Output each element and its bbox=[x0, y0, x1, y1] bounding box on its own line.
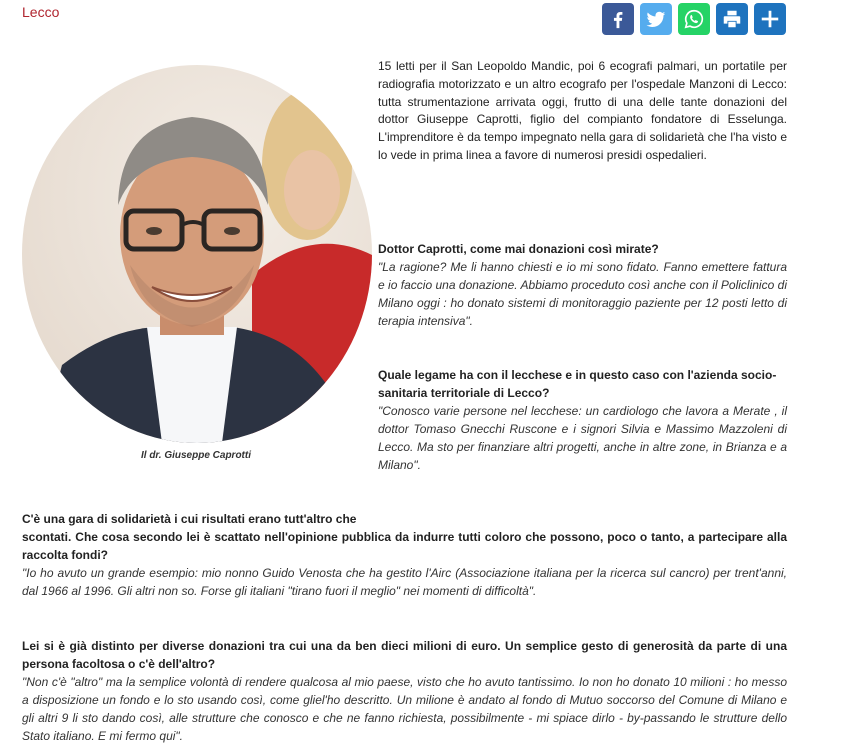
question-3-line1: C'è una gara di solidarietà i cui risultati erano tutt'altro che bbox=[22, 512, 357, 526]
facebook-icon bbox=[607, 8, 629, 30]
question-4: Lei si è già distinto per diverse donazioni tra cui una da ben dieci milioni di euro. Un semplice gesto di generosità da parte di una persona facoltosa o c'è dell'altro? bbox=[22, 639, 787, 671]
portrait-image bbox=[22, 65, 372, 443]
answer-3: "Io ho avuto un grande esempio: mio nonno Guido Venosta che ha gestito l'Airc (Associazione italiana per la ricerca sul cancro) per trent'anni, dal 1966 al 1996. Gli altri non so. Forse gli italiani "tirano fuori il meglio" nei momenti di difficoltà". bbox=[22, 566, 787, 598]
question-1: Dottor Caprotti, come mai donazioni così mirate? bbox=[378, 242, 659, 256]
qa-block-1 bbox=[378, 240, 787, 330]
article-intro: 15 letti per il San Leopoldo Mandic, poi 6 ecografi palmari, un portatile per radiografia motorizzato e un altro ecografo per l'ospedale Manzoni di Lecco: tutta strumentazione arrivata oggi, frutto di una delle tante donazioni del dottor Giuseppe Caprotti, figlio del compianto fondatore di Esselunga. L'imprenditore è da tempo impegnato nella gara di solidarietà che l'ha visto e lo vede in prima linea a favore di numerosi presidi ospedalieri. bbox=[378, 59, 787, 162]
qa-block-3 bbox=[22, 510, 787, 600]
photo-caption: Il dr. Giuseppe Caprotti bbox=[140, 450, 251, 461]
question-2: Quale legame ha con il lecchese e in questo caso con l'azienda socio-sanitaria territoriale di Lecco? bbox=[378, 368, 777, 400]
qa-block-2 bbox=[378, 366, 787, 474]
more-share-button[interactable] bbox=[754, 3, 786, 35]
print-icon bbox=[721, 8, 743, 30]
whatsapp-icon bbox=[683, 8, 705, 30]
portrait-photo bbox=[22, 65, 372, 443]
plus-icon bbox=[759, 8, 781, 30]
twitter-share-button[interactable] bbox=[640, 3, 672, 35]
portrait-figure bbox=[22, 65, 372, 461]
answer-2: "Conosco varie persone nel lecchese: un cardiologo che lavora a Merate , il dottor Tomaso Gnecchi Ruscone e i signori Silvia e Massimo Mazzoleni di Lecco. Ma sto per finanziare altri progetti, anche in altre zone, in Brianza e a Milano". bbox=[378, 404, 787, 472]
qa-block-4 bbox=[22, 637, 787, 745]
whatsapp-share-button[interactable] bbox=[678, 3, 710, 35]
facebook-share-button[interactable] bbox=[602, 3, 634, 35]
twitter-icon bbox=[645, 8, 667, 30]
print-button[interactable] bbox=[716, 3, 748, 35]
share-bar bbox=[602, 3, 786, 35]
answer-4: "Non c'è "altro" ma la semplice volontà di rendere qualcosa al mio paese, visto che ho avuto tantissimo. Io non ho donato 10 milioni : ho messo a disposizione un fondo e lo sto usando così, come gliel'ho descritto. Un milione è andato al fondo di Mutuo soccorso del Comune di Milano e gli altri 9 li sto dando così, alle strutture che conosco e che ne fanno richiesta, possibilmente - mi spiace dirlo - by-passando le strutture dello Stato italiano. E mi fermo qui". bbox=[22, 675, 787, 743]
answer-1: "La ragione? Me li hanno chiesti e io mi sono fidato. Fanno emettere fattura e io faccio una donazione. Abbiamo proceduto così anche con il Policlinico di Milano oggi : ho donato sistemi di monitoraggio paziente per 12 posti letto di terapia intensiva". bbox=[378, 260, 787, 328]
category-link[interactable]: Lecco bbox=[22, 4, 60, 20]
question-3: scontati. Che cosa secondo lei è scattato nell'opinione pubblica da indurre tutti coloro che possono, poco o tanto, a partecipare alla raccolta fondi? bbox=[22, 530, 787, 562]
